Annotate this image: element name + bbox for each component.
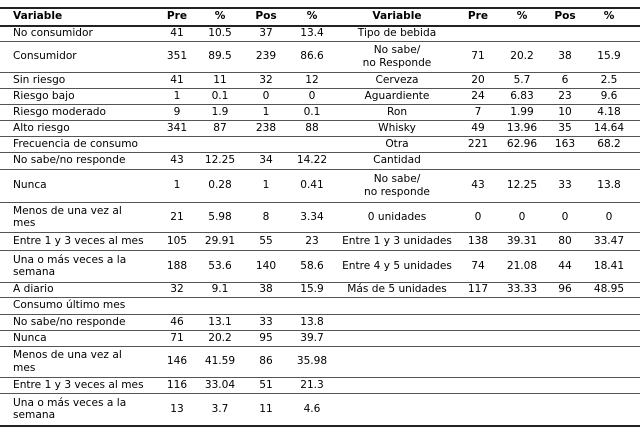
left-pct-pos-cell: 35.98 <box>296 355 328 368</box>
right-pre-cell <box>458 330 498 346</box>
right-pct-pos-cell: 4.18 <box>597 105 621 118</box>
left-pct-pre-cell: 0.28 <box>208 179 232 192</box>
right-pre-cell: 138 <box>467 234 489 247</box>
right-variable-cell <box>336 393 458 425</box>
header-right-pct-pos: % <box>603 10 615 23</box>
row-divider <box>0 169 640 170</box>
left-variable-cell: Riesgo moderado <box>13 105 107 118</box>
right-pct-pos-cell: 2.5 <box>600 73 618 86</box>
right-pre-cell: 221 <box>467 137 489 150</box>
left-pct-pre-cell: 20.2 <box>208 331 232 344</box>
right-pct-pos-cell <box>584 25 634 41</box>
right-variable-cell: No sabe/ no responde <box>364 173 430 198</box>
left-pct-pos-cell: 13.8 <box>300 315 324 328</box>
right-variable-cell: Ron <box>386 105 408 118</box>
row-divider <box>0 152 640 153</box>
left-pre-cell: 341 <box>166 121 188 134</box>
left-pct-pre-cell: 9.1 <box>211 283 229 296</box>
right-pct-pos-cell <box>584 330 634 346</box>
right-pre-cell: 20 <box>471 73 485 86</box>
right-pos-cell <box>546 314 584 330</box>
right-pre-cell <box>458 346 498 377</box>
row-divider <box>0 7 640 9</box>
left-pos-cell: 86 <box>259 355 273 368</box>
left-pct-pre-cell: 0.1 <box>211 89 229 102</box>
right-pos-cell: 0 <box>561 210 569 223</box>
left-pos-cell: 1 <box>262 105 270 118</box>
table-row <box>0 120 640 136</box>
right-pos-cell <box>546 393 584 425</box>
left-variable-cell: Entre 1 y 3 veces al mes <box>13 378 144 391</box>
row-divider <box>0 393 640 394</box>
table-row <box>0 25 640 41</box>
right-pct-pos-cell: 14.64 <box>593 121 625 134</box>
left-pct-pos-cell: 3.34 <box>300 210 324 223</box>
left-pre-cell <box>158 136 196 152</box>
left-pre-cell: 351 <box>166 50 188 63</box>
row-divider <box>0 314 640 315</box>
right-pct-pos-cell <box>584 314 634 330</box>
right-pre-cell: 117 <box>467 283 489 296</box>
right-pct-pos-cell: 15.9 <box>597 50 621 63</box>
right-pre-cell: 49 <box>471 121 485 134</box>
left-pos-cell: 0 <box>262 89 270 102</box>
table-row <box>0 202 640 232</box>
right-variable-cell: Aguardiente <box>364 89 430 102</box>
left-variable-cell: Menos de una vez al mes <box>13 204 122 229</box>
left-pre-cell: 21 <box>170 210 184 223</box>
right-pct-pre-cell: 13.96 <box>506 121 538 134</box>
right-variable-cell: 0 unidades <box>367 210 427 223</box>
table-row <box>0 41 640 72</box>
right-pct-pos-cell: 33.47 <box>593 234 625 247</box>
table-row <box>0 393 640 425</box>
right-pre-cell <box>458 297 498 314</box>
right-pos-cell: 80 <box>558 234 572 247</box>
left-pos-cell: 239 <box>255 50 277 63</box>
left-pct-pos-cell: 12 <box>305 73 319 86</box>
right-pct-pos-cell <box>584 393 634 425</box>
table-row <box>0 169 640 202</box>
row-divider <box>0 136 640 137</box>
table-row <box>0 314 640 330</box>
right-pos-cell <box>546 377 584 393</box>
left-pct-pos-cell: 4.6 <box>303 402 321 415</box>
row-divider <box>0 88 640 89</box>
left-pre-cell: 46 <box>170 315 184 328</box>
right-pct-pos-cell: 68.2 <box>597 137 621 150</box>
table-row <box>0 330 640 346</box>
left-variable-cell: Riesgo bajo <box>13 89 75 102</box>
left-pre-cell: 41 <box>170 73 184 86</box>
left-variable-cell: Una o más veces a la semana <box>13 396 127 421</box>
right-pct-pre-cell <box>498 152 546 169</box>
right-pct-pre-cell: 62.96 <box>506 137 538 150</box>
right-pct-pre-cell <box>498 393 546 425</box>
left-pct-pre-cell: 3.7 <box>211 402 229 415</box>
table-row <box>0 152 640 169</box>
right-pre-cell <box>458 377 498 393</box>
right-pre-cell: 24 <box>471 89 485 102</box>
left-pre-cell: 188 <box>166 259 188 272</box>
right-pct-pre-cell: 21.08 <box>506 259 538 272</box>
row-divider <box>0 330 640 331</box>
right-pos-cell <box>546 346 584 377</box>
right-pct-pre-cell: 0 <box>518 210 526 223</box>
row-divider <box>0 346 640 347</box>
right-pos-cell: 10 <box>558 105 572 118</box>
left-section-title: Consumo último mes <box>13 299 126 312</box>
right-pos-cell: 38 <box>558 50 572 63</box>
left-pct-pre-cell: 87 <box>213 121 227 134</box>
left-pre-cell: 146 <box>166 355 188 368</box>
right-pos-cell: 23 <box>558 89 572 102</box>
right-variable-cell: Más de 5 unidades <box>347 283 447 296</box>
right-variable-cell <box>336 346 458 377</box>
right-pre-cell: 0 <box>474 210 482 223</box>
row-divider <box>0 250 640 251</box>
left-pct-pos-cell: 21.3 <box>300 378 324 391</box>
right-pct-pre-cell <box>498 314 546 330</box>
left-pre-cell: 32 <box>170 283 184 296</box>
right-pos-cell: 44 <box>558 259 572 272</box>
right-section-title: Cantidad <box>373 154 421 167</box>
left-pos-cell: 8 <box>262 210 270 223</box>
left-pct-pre-cell: 11 <box>213 73 227 86</box>
left-pre-cell: 105 <box>166 234 188 247</box>
table-row <box>0 232 640 250</box>
row-divider <box>0 377 640 378</box>
row-divider <box>0 425 640 427</box>
left-pos-cell <box>244 136 288 152</box>
left-pos-cell: 140 <box>255 259 277 272</box>
right-pct-pre-cell <box>498 330 546 346</box>
right-pre-cell <box>458 393 498 425</box>
right-pct-pre-cell: 5.7 <box>513 73 531 86</box>
right-pos-cell: 6 <box>561 73 569 86</box>
right-pos-cell <box>546 330 584 346</box>
right-section-title: Tipo de bebida <box>357 26 437 39</box>
row-divider <box>0 282 640 283</box>
left-pre-cell: 43 <box>170 154 184 167</box>
right-variable-cell: Entre 1 y 3 unidades <box>342 234 452 247</box>
header-left-pre: Pre <box>166 10 188 23</box>
table-row <box>0 104 640 120</box>
left-pct-pos-cell: 0.1 <box>303 105 321 118</box>
right-pct-pre-cell: 6.83 <box>510 89 534 102</box>
right-pct-pre-cell: 33.33 <box>506 283 538 296</box>
right-variable-cell: Entre 4 y 5 unidades <box>342 259 452 272</box>
row-divider <box>0 25 640 27</box>
left-variable-cell: Sin riesgo <box>13 73 66 86</box>
right-variable-cell <box>336 314 458 330</box>
right-pct-pos-cell <box>584 152 634 169</box>
row-divider <box>0 297 640 298</box>
left-pct-pre-cell: 12.25 <box>204 154 236 167</box>
left-pos-cell: 1 <box>262 179 270 192</box>
left-pos-cell: 95 <box>259 331 273 344</box>
right-variable-cell: Whisky <box>378 121 416 134</box>
left-variable-cell: Nunca <box>13 331 47 344</box>
left-pct-pos-cell <box>288 136 336 152</box>
row-divider <box>0 72 640 73</box>
left-variable-cell: No sabe/no responde <box>13 315 126 328</box>
right-variable-cell <box>336 297 458 314</box>
right-pos-cell: 35 <box>558 121 572 134</box>
right-pre-cell <box>458 314 498 330</box>
left-pos-cell: 11 <box>259 402 273 415</box>
left-pos-cell: 32 <box>259 73 273 86</box>
header-right-pre: Pre <box>467 10 489 23</box>
left-pre-cell: 9 <box>173 105 181 118</box>
right-pct-pre-cell: 12.25 <box>506 179 538 192</box>
right-variable-cell <box>336 377 458 393</box>
left-pct-pos-cell: 0 <box>308 89 316 102</box>
left-pos-cell <box>244 297 288 314</box>
right-pct-pre-cell <box>498 297 546 314</box>
right-variable-cell: Cerveza <box>375 73 419 86</box>
left-pct-pre-cell: 29.91 <box>204 234 236 247</box>
row-divider <box>0 202 640 203</box>
left-variable-cell: Nunca <box>13 179 47 192</box>
left-pct-pos-cell: 86.6 <box>300 50 324 63</box>
left-pos-cell: 51 <box>259 378 273 391</box>
header-left-variable: Variable <box>13 10 63 23</box>
left-pct-pos-cell: 13.4 <box>300 26 324 39</box>
right-pre-cell: 74 <box>471 259 485 272</box>
left-pct-pos-cell: 23 <box>305 234 319 247</box>
left-variable-cell: No sabe/no responde <box>13 154 126 167</box>
left-pct-pos-cell: 39.7 <box>300 331 324 344</box>
left-pos-cell: 238 <box>255 121 277 134</box>
right-pre-cell: 43 <box>471 179 485 192</box>
left-pct-pos-cell: 58.6 <box>300 259 324 272</box>
right-variable-cell <box>336 330 458 346</box>
right-pos-cell: 96 <box>558 283 572 296</box>
table-row <box>0 250 640 282</box>
left-pre-cell: 71 <box>170 331 184 344</box>
right-pct-pre-cell <box>498 377 546 393</box>
left-pre-cell: 1 <box>173 179 181 192</box>
left-pos-cell: 37 <box>259 26 273 39</box>
left-pct-pos-cell <box>288 297 336 314</box>
right-pre-cell <box>458 152 498 169</box>
left-pct-pre-cell: 41.59 <box>204 355 236 368</box>
table-row <box>0 282 640 297</box>
left-variable-cell: Entre 1 y 3 veces al mes <box>13 234 144 247</box>
row-divider <box>0 104 640 105</box>
left-pct-pre-cell <box>196 297 244 314</box>
right-pos-cell <box>546 25 584 41</box>
left-pct-pos-cell: 88 <box>305 121 319 134</box>
right-pct-pos-cell: 0 <box>605 210 613 223</box>
right-pct-pre-cell: 39.31 <box>506 234 538 247</box>
right-pct-pos-cell: 18.41 <box>593 259 625 272</box>
left-variable-cell: A diario <box>13 283 54 296</box>
left-pos-cell: 55 <box>259 234 273 247</box>
right-pos-cell: 33 <box>558 179 572 192</box>
left-pre-cell: 41 <box>170 26 184 39</box>
left-pos-cell: 38 <box>259 283 273 296</box>
left-variable-cell: Consumidor <box>13 50 77 63</box>
right-pre-cell <box>458 25 498 41</box>
right-variable-cell: Otra <box>385 137 409 150</box>
left-variable-cell: Una o más veces a la semana <box>13 253 127 278</box>
table-row <box>0 136 640 152</box>
header-right-pct-pre: % <box>516 10 528 23</box>
left-pre-cell <box>158 297 196 314</box>
left-pct-pre-cell <box>196 136 244 152</box>
right-pos-cell: 163 <box>554 137 576 150</box>
left-pos-cell: 34 <box>259 154 273 167</box>
left-pre-cell: 1 <box>173 89 181 102</box>
right-pct-pre-cell: 1.99 <box>510 105 534 118</box>
right-pct-pos-cell: 48.95 <box>593 283 625 296</box>
right-pct-pos-cell <box>584 346 634 377</box>
right-pre-cell: 71 <box>471 50 485 63</box>
row-divider <box>0 41 640 42</box>
table-row <box>0 72 640 88</box>
left-pct-pre-cell: 10.5 <box>208 26 232 39</box>
header-left-pos: Pos <box>255 10 277 23</box>
left-pos-cell: 33 <box>259 315 273 328</box>
table-row <box>0 297 640 314</box>
header-left-pct-pre: % <box>214 10 226 23</box>
right-variable-cell: No sabe/ no Responde <box>362 44 432 69</box>
table-row <box>0 377 640 393</box>
header-right-variable: Variable <box>372 10 422 23</box>
row-divider <box>0 120 640 121</box>
left-pct-pos-cell: 15.9 <box>300 283 324 296</box>
left-variable-cell: No consumidor <box>13 26 93 39</box>
right-pct-pre-cell <box>498 25 546 41</box>
left-pct-pre-cell: 5.98 <box>208 210 232 223</box>
header-row <box>0 8 640 25</box>
left-pct-pre-cell: 53.6 <box>208 259 232 272</box>
table-row <box>0 346 640 377</box>
right-pct-pos-cell <box>584 297 634 314</box>
left-variable-cell: Alto riesgo <box>13 121 70 134</box>
row-divider <box>0 232 640 233</box>
right-pct-pre-cell <box>498 346 546 377</box>
right-pre-cell: 7 <box>474 105 482 118</box>
header-left-pct-pos: % <box>306 10 318 23</box>
left-pre-cell: 116 <box>166 378 188 391</box>
left-pre-cell: 13 <box>170 402 184 415</box>
table-row <box>0 88 640 104</box>
left-pct-pre-cell: 33.04 <box>204 378 236 391</box>
left-section-title: Frecuencia de consumo <box>13 137 139 150</box>
right-pos-cell <box>546 152 584 169</box>
right-pct-pos-cell: 13.8 <box>597 179 621 192</box>
right-pct-pre-cell: 20.2 <box>510 50 534 63</box>
left-pct-pre-cell: 89.5 <box>208 50 232 63</box>
left-pct-pre-cell: 13.1 <box>208 315 232 328</box>
left-pct-pos-cell: 14.22 <box>296 154 328 167</box>
left-pct-pre-cell: 1.9 <box>211 105 229 118</box>
right-pct-pos-cell: 9.6 <box>600 89 618 102</box>
right-pos-cell <box>546 297 584 314</box>
right-pct-pos-cell <box>584 377 634 393</box>
left-variable-cell: Menos de una vez al mes <box>13 349 122 374</box>
left-pct-pos-cell: 0.41 <box>300 179 324 192</box>
header-right-pos: Pos <box>554 10 576 23</box>
